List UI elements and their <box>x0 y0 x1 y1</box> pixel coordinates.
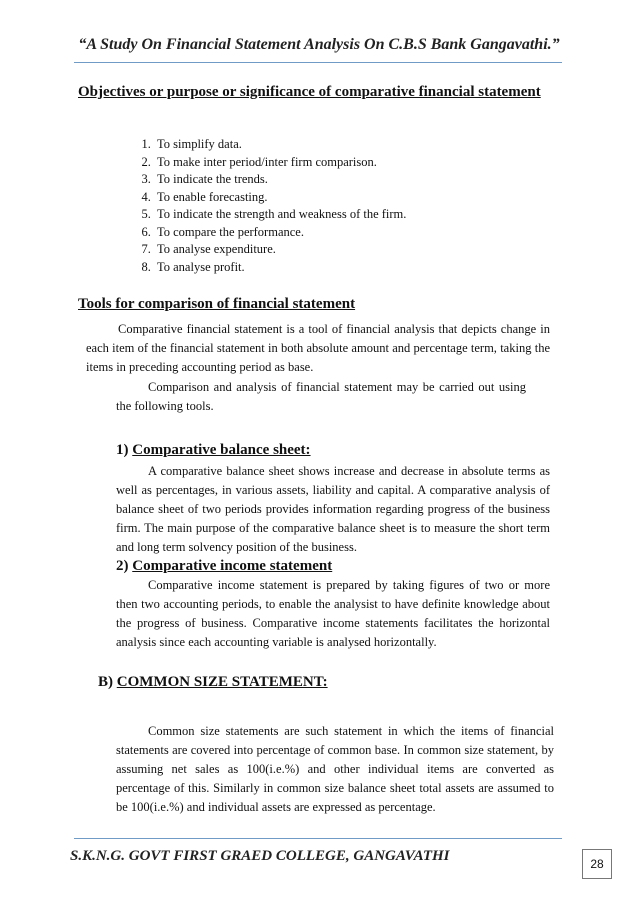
list-item: 6. To compare the performance. <box>154 224 406 242</box>
tools-intro-paragraph: Comparison and analysis of financial statement may be carried out using the following tools. <box>116 380 526 413</box>
page-number: 28 <box>582 849 612 879</box>
balance-sheet-heading <box>116 442 311 459</box>
common-size-heading <box>98 674 328 691</box>
header-divider <box>74 62 562 63</box>
tools-paragraph: Comparative financial statement is a tool of financial analysis that depicts change in each item of the financial statement in both absolute amount and percentage term, taking the items in preceding accounting period as base. <box>86 322 550 374</box>
section-title: Comparative balance sheet: <box>132 442 311 458</box>
footer-college: S.K.N.G. GOVT FIRST GRAED COLLEGE, GANGAVATHI <box>70 848 450 864</box>
objectives-list <box>130 136 406 276</box>
objectives-heading: Objectives or purpose or significance of comparative financial statement <box>78 84 541 100</box>
list-item: 1. To simplify data. <box>154 136 406 154</box>
balance-sheet-paragraph: A comparative balance sheet shows increase and decrease in absolute terms as well as percentages, in various assets, liability and capital. A comparative analysis of balance sheet of two periods provides information regarding progress of the business firm. The main purpose of the comparative balance sheet is to measure the short term and long term solvency position of the business. <box>116 464 550 554</box>
running-header: “A Study On Financial Statement Analysis On C.B.S Bank Gangavathi.” <box>78 36 560 53</box>
section-title: COMMON SIZE STATEMENT: <box>116 674 328 690</box>
list-item: 4. To enable forecasting. <box>154 189 406 207</box>
section-title: Comparative income statement <box>132 558 333 574</box>
list-item: 8. To analyse profit. <box>154 259 406 277</box>
income-statement-paragraph: Comparative income statement is prepared by taking figures of two or more then two accounting periods, to enable the analysist to have definite knowledge about the progress of business. Comparative income statements facilitates the horizontal analysis since each accounting variable is analysed horizontally. <box>116 578 550 649</box>
tools-heading: Tools for comparison of financial statement <box>78 296 356 312</box>
common-size-paragraph: Common size statements are such statement in which the items of financial statements are covered into percentage of common base. In common size statement, by assuming net sales as 100(i.e.%) and other individual items are converted as percentage of this. Similarly in common size balance sheet total assets are assumed to be 100(i.e.%) and individual assets are expressed as percentage. <box>116 724 554 814</box>
list-item: 2. To make inter period/inter firm comparison. <box>154 154 406 172</box>
section-prefix: B) <box>98 674 113 690</box>
list-item: 5. To indicate the strength and weakness of the firm. <box>154 206 406 224</box>
section-number: 1) <box>116 442 129 458</box>
list-item: 7. To analyse expenditure. <box>154 241 406 259</box>
income-statement-heading <box>116 558 332 575</box>
list-item: 3. To indicate the trends. <box>154 171 406 189</box>
footer-divider <box>74 838 562 839</box>
section-number: 2) <box>116 558 129 574</box>
